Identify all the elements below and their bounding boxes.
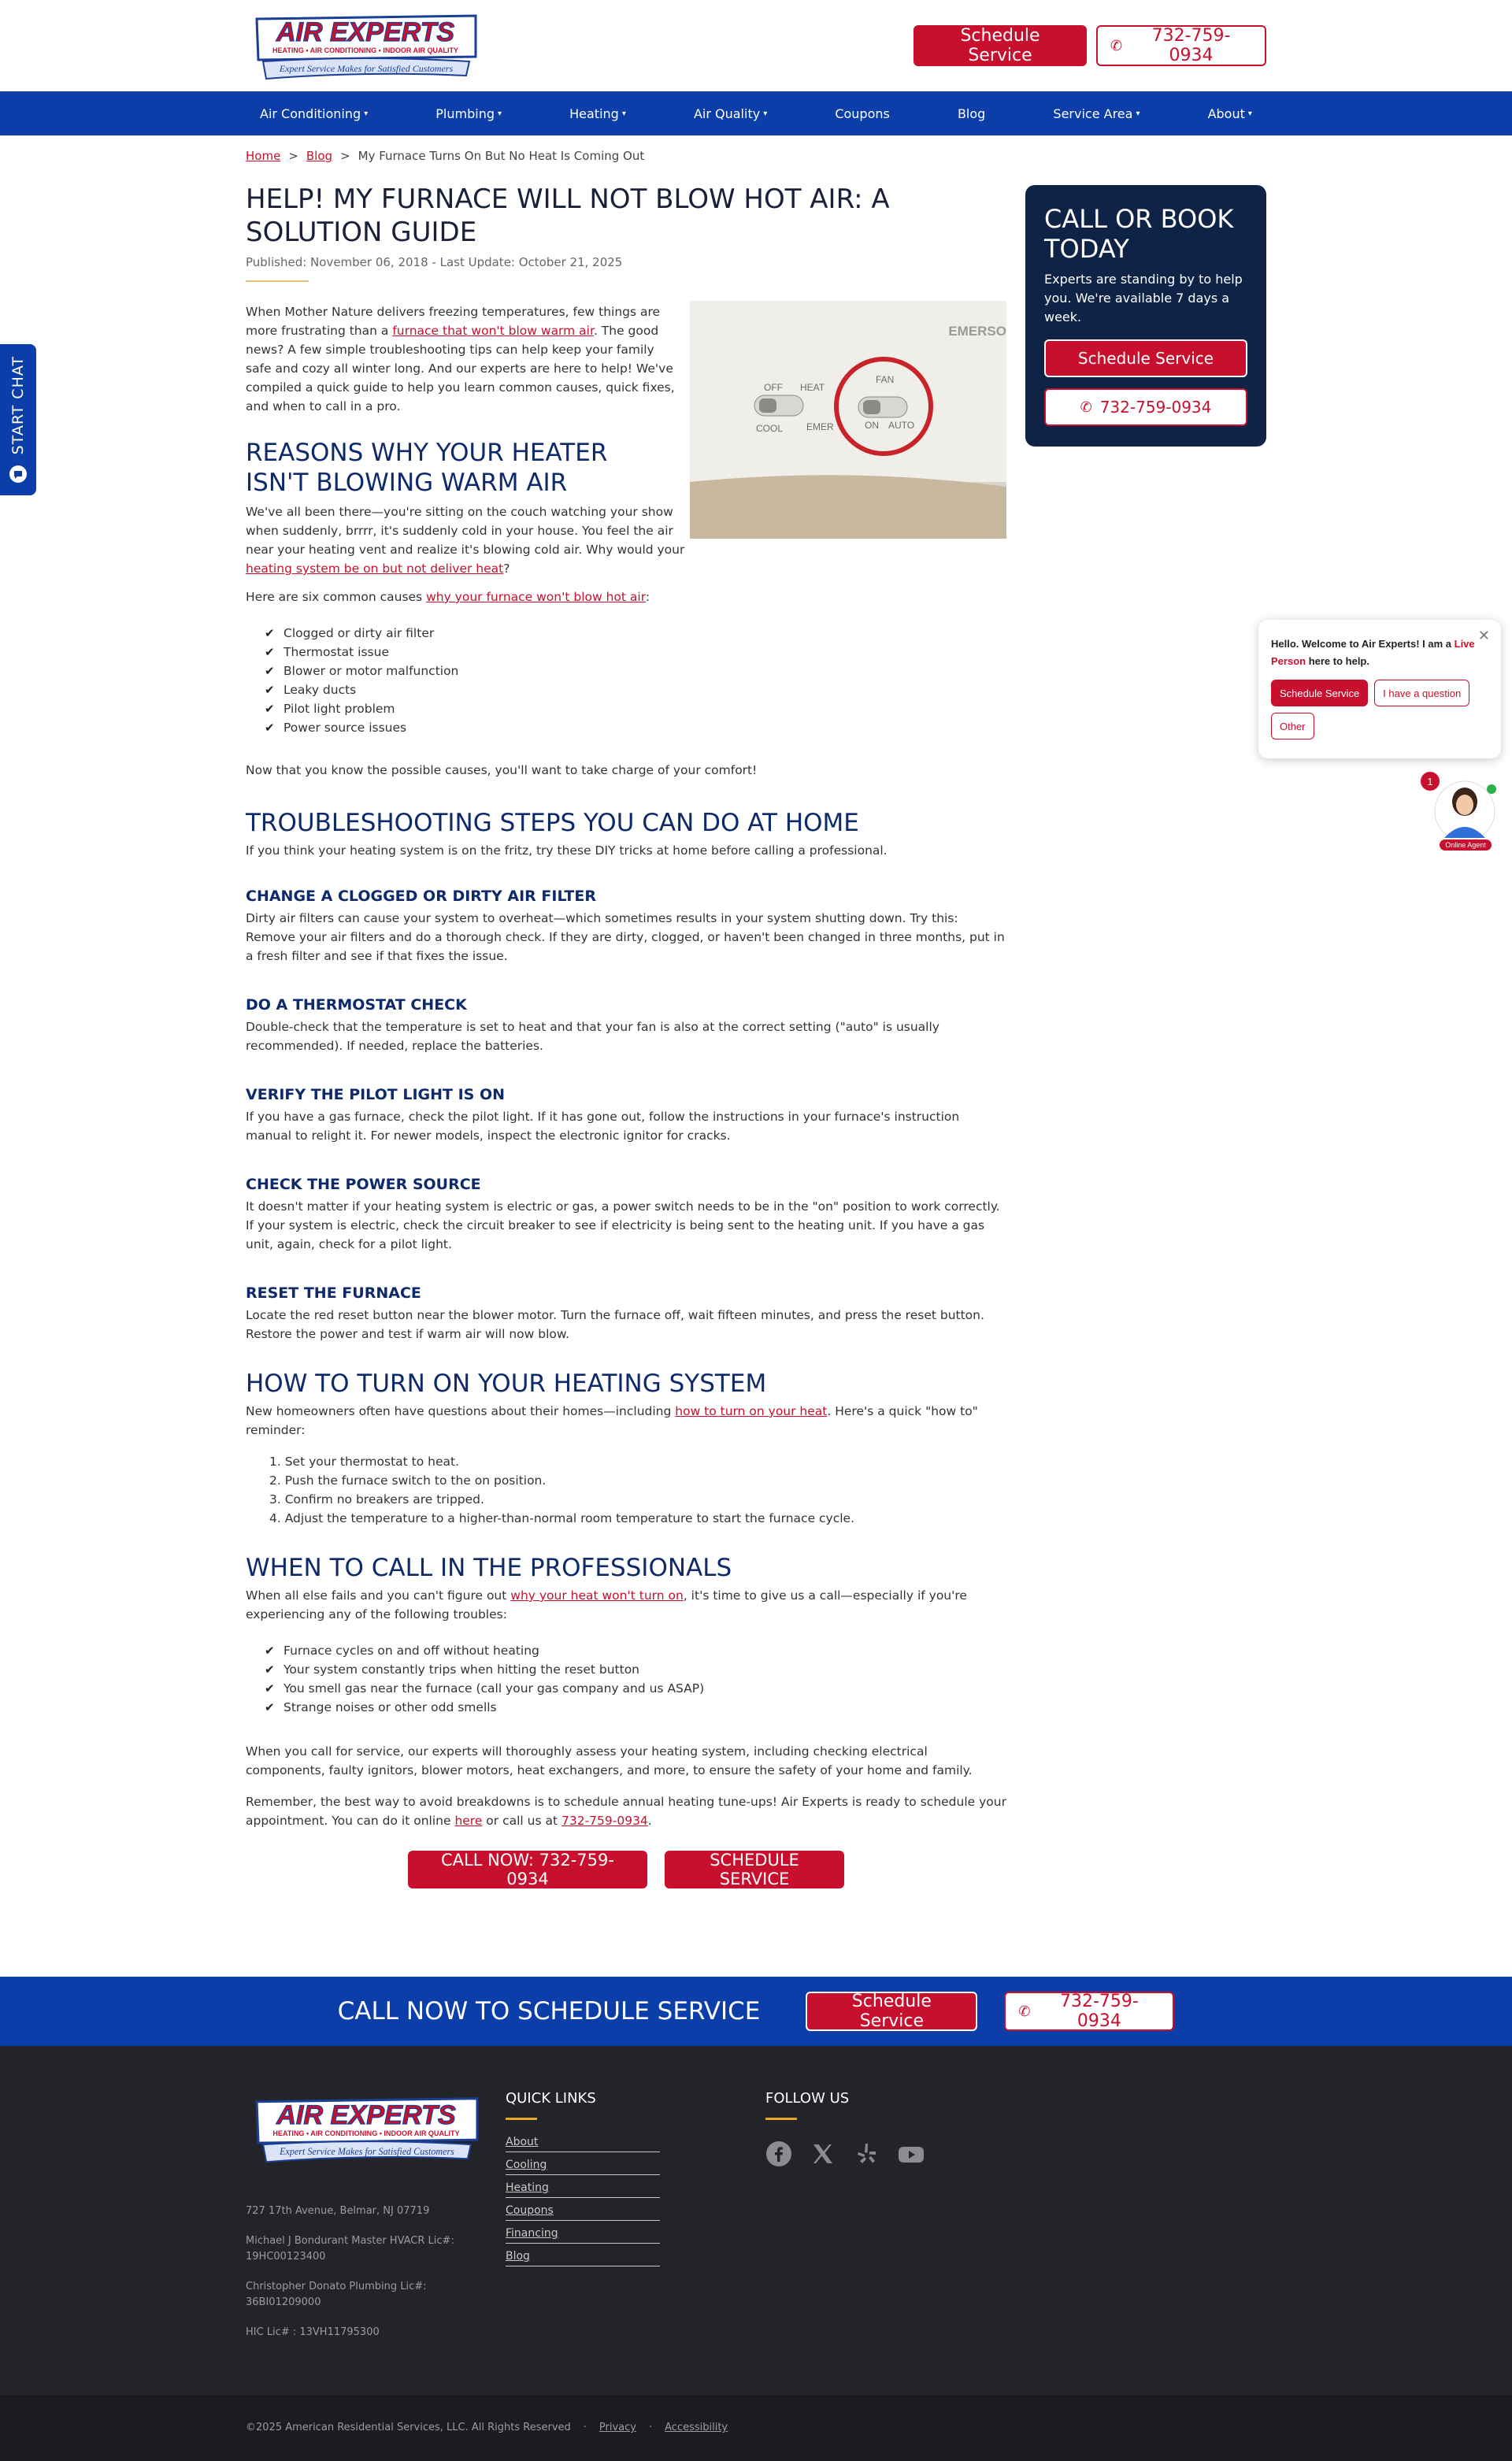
tune-up-paragraph [246, 1792, 1006, 1830]
logo-tagline: HEATING • AIR CONDITIONING • INDOOR AIR QUALITY [272, 46, 458, 54]
causes-text: : [645, 590, 650, 604]
cause-item-text: Clogged or dirty air filter [284, 626, 435, 640]
footer-logo[interactable] [254, 2095, 480, 2166]
chat-message-highlight: Live Person [1271, 638, 1475, 667]
causes-text: Here are six common causes [246, 590, 427, 604]
step-heading: CHANGE A CLOGGED OR DIRTY AIR FILTER [246, 888, 596, 905]
footer-link-heating[interactable]: Heating [506, 2175, 660, 2198]
start-chat-tab[interactable] [0, 344, 36, 495]
chat-bubble-icon [9, 465, 28, 484]
sidebar-title: CALL OR BOOK TODAY [1044, 204, 1234, 264]
logo-brand-text: AIR EXPERTS [276, 17, 455, 47]
professionals-paragraph [246, 1586, 1006, 1624]
footer-logo-brand: AIR EXPERTS [276, 2100, 456, 2130]
caret-down-icon: ▾ [763, 109, 768, 118]
quick-links-title: QUICK LINKS [506, 2090, 596, 2107]
main-nav-items [244, 106, 1268, 121]
footer-hvac-license: Michael J Bondurant Master HVACR Lic#: 19HC00123400 [246, 2235, 454, 2263]
footer-plumbing-license: Christopher Donato Plumbing Lic#: 36BI01209000 [246, 2281, 427, 2308]
switch-emer-label: EMER [806, 421, 834, 432]
intro-paragraph [246, 302, 679, 416]
checkmark-icon: ✔ [265, 645, 275, 659]
caret-down-icon: ▾ [498, 109, 502, 118]
footer-link-financing[interactable]: Financing [506, 2221, 660, 2244]
section-heading-turn-on: HOW TO TURN ON YOUR HEATING SYSTEM [246, 1369, 767, 1398]
checkmark-icon: ✔ [265, 1662, 275, 1677]
turn-on-steps-list [269, 1452, 1006, 1528]
cause-item-text: Thermostat issue [284, 645, 389, 659]
trouble-item-text: Your system constantly trips when hitting the reset button [284, 1662, 640, 1677]
cta-band-schedule-button[interactable]: Schedule Service [806, 1992, 977, 2031]
legal-separator: · [583, 2422, 587, 2433]
article-cta-row [246, 1851, 1006, 1888]
switch-heat-label: HEAT [800, 382, 825, 393]
turn-on-step: 1. Set your thermostat to heat. [269, 1455, 459, 1469]
fan-label: FAN [876, 374, 895, 385]
intro-text: When Mother Nature delivers freezing temperatures, few things are more frustrating than a [246, 305, 661, 338]
youtube-icon[interactable] [898, 2140, 925, 2167]
nav-item-label: Air Conditioning [260, 106, 361, 121]
quick-links-rule [506, 2118, 537, 2120]
breadcrumb-current: My Furnace Turns On But No Heat Is Coming Out [358, 149, 645, 163]
breadcrumb-blog-link[interactable]: Blog [306, 149, 333, 163]
checkmark-icon: ✔ [265, 664, 275, 678]
after-causes-paragraph: Now that you know the possible causes, you'll want to take charge of your comfort! [246, 763, 758, 777]
trouble-item [265, 1641, 1006, 1660]
sidebar-phone-button[interactable] [1044, 388, 1247, 426]
chat-welcome-popup [1258, 620, 1501, 758]
switch-off-label: OFF [764, 382, 783, 393]
checkmark-icon: ✔ [265, 721, 275, 735]
switch-cool-label: COOL [756, 423, 784, 434]
facebook-icon[interactable] [765, 2140, 792, 2167]
footer-legal [246, 2420, 728, 2436]
nav-item-label: Blog [957, 106, 986, 121]
troubles-list [265, 1641, 1006, 1717]
chat-message-text: Hello. Welcome to Air Experts! I am a [1271, 638, 1455, 650]
agent-notification-badge: 1 [1427, 776, 1433, 788]
footer-info [246, 2203, 490, 2341]
header-phone-button[interactable] [1096, 25, 1266, 66]
site-footer [0, 2046, 1512, 2395]
professionals-text: , it's time to give us a call—especially if you're experiencing any of the following troubles: [246, 1588, 967, 1622]
turn-on-step: 4. Adjust the temperature to a higher-than-normal room temperature to start the furnace cycle. [269, 1511, 855, 1525]
causes-link[interactable]: why your furnace won't blow hot air [426, 590, 646, 604]
phone-icon: ✆ [1080, 398, 1092, 416]
professionals-text: When all else fails and you can't figure out [246, 1588, 511, 1603]
trouble-item-text: You smell gas near the furnace (call your gas company and us ASAP) [284, 1681, 705, 1696]
troubleshooting-steps [246, 887, 1006, 1344]
section-heading-troubleshooting: TROUBLESHOOTING STEPS YOU CAN DO AT HOME [246, 809, 859, 837]
breadcrumb-separator: > [340, 149, 350, 163]
checkmark-icon: ✔ [265, 1681, 275, 1696]
reasons-paragraph [246, 502, 687, 578]
legal-separator: · [648, 2422, 653, 2433]
thermostat-brand: EMERSO [948, 324, 1006, 339]
sidebar-text: Experts are standing by to help you. We're available 7 days a week. [1044, 272, 1243, 324]
intro-link[interactable]: furnace that won't blow warm air [392, 324, 594, 338]
professionals-link[interactable]: why your heat won't turn on [510, 1588, 684, 1603]
yelp-icon[interactable] [854, 2140, 880, 2167]
nav-item-service-area[interactable] [1045, 106, 1147, 121]
nav-item-air-conditioning[interactable] [252, 106, 376, 121]
nav-item-label: Air Quality [693, 106, 761, 121]
trouble-item [265, 1660, 1006, 1679]
phone-icon: ✆ [1018, 2003, 1031, 2020]
checkmark-icon: ✔ [265, 1644, 275, 1658]
main-nav [0, 91, 1512, 135]
footer-link-cooling[interactable]: Cooling [506, 2152, 660, 2175]
x-twitter-icon[interactable] [810, 2140, 836, 2167]
chat-welcome-message [1271, 636, 1488, 670]
reasons-link[interactable]: heating system be on but not deliver heat [246, 562, 504, 576]
article-meta: Published: November 06, 2018 - Last Update: October 21, 2025 [246, 255, 623, 269]
fan-on-label: ON [865, 420, 879, 431]
turn-on-link[interactable]: how to turn on your heat [675, 1404, 828, 1418]
cause-item [265, 699, 1006, 718]
fan-auto-label: AUTO [888, 420, 915, 431]
intro-text: . The good news? A few simple troubleshooting tips can help keep your family safe and cozy all winter long. And our experts are here to help! We've compiled a quick guide to help you learn common causes, quick fixes, and when to call in a pro. [246, 324, 675, 413]
footer-hic-license: HIC Lic# : 13VH11795300 [246, 2326, 380, 2338]
nav-item-label: Coupons [835, 106, 890, 121]
call-now-button[interactable]: CALL NOW: 732-759-0934 [408, 1851, 647, 1888]
reasons-text: We've all been there—you're sitting on the couch watching your show when suddenly, brrrr, it's suddenly cold in your house. You feel the air near your heating vent and realize it's blowing cold air. Why would your [246, 505, 685, 557]
chat-option-other[interactable]: Other [1271, 713, 1314, 739]
nav-item-plumbing[interactable] [428, 106, 510, 121]
footer-logo-tagline: HEATING • AIR CONDITIONING • INDOOR AIR QUALITY [272, 2129, 460, 2138]
chat-message-text: here to help. [1306, 655, 1369, 667]
cta-band-title: CALL NOW TO SCHEDULE SERVICE [337, 1997, 761, 2026]
checkmark-icon: ✔ [265, 626, 275, 640]
chat-option-question[interactable]: I have a question [1374, 680, 1469, 706]
turn-on-step: 3. Confirm no breakers are tripped. [269, 1492, 484, 1507]
footer-link-about[interactable]: About [506, 2129, 660, 2152]
accessibility-link[interactable]: Accessibility [665, 2422, 728, 2433]
causes-list [265, 624, 1006, 737]
footer-address: 727 17th Avenue, Belmar, NJ 07719 [246, 2205, 430, 2217]
reasons-text: ? [503, 562, 510, 576]
header-phone-label: 732-759-0934 [1151, 26, 1231, 65]
cause-item [265, 680, 1006, 699]
step-text: Dirty air filters can cause your system to overheat—which sometimes results in your system shutting down. Try this: Remove your air filters and do a thorough check. If they are dirty, clogged, or haven't been changed in three months, put in a fresh filter and see if that fixes the issue. [246, 911, 1005, 963]
trouble-item-text: Strange noises or other odd smells [284, 1700, 497, 1714]
cause-item-text: Pilot light problem [284, 702, 395, 716]
step-heading: DO A THERMOSTAT CHECK [246, 996, 467, 1014]
section-heading-professionals: WHEN TO CALL IN THE PROFESSIONALS [246, 1554, 732, 1582]
service-paragraph: When you call for service, our experts will thoroughly assess your heating system, including checking electrical components, faulty ignitors, blower motors, heat exchangers, and more, to ensure the safety of your home and family. [246, 1744, 973, 1777]
start-chat-label: START CHAT [9, 356, 27, 455]
breadcrumb-separator: > [288, 149, 298, 163]
cause-item-text: Leaky ducts [284, 683, 357, 697]
page-title: HELP! MY FURNACE WILL NOT BLOW HOT AIR: A SOLUTION GUIDE [246, 183, 890, 248]
footer-link-blog[interactable]: Blog [506, 2244, 660, 2266]
nav-item-label: Service Area [1053, 106, 1133, 121]
nav-item-blog[interactable] [950, 106, 993, 121]
social-links [765, 2140, 925, 2167]
header-schedule-button[interactable]: Schedule Service [914, 25, 1087, 66]
cta-band-phone-label: 732-759-0934 [1059, 1992, 1139, 2031]
caret-down-icon: ▾ [621, 109, 626, 118]
header-actions [914, 25, 1266, 66]
turn-on-text: New homeowners often have questions about their homes—including [246, 1404, 676, 1418]
cause-item-text: Power source issues [284, 721, 407, 735]
schedule-online-link[interactable]: here [454, 1814, 483, 1828]
nav-item-about[interactable] [1200, 106, 1260, 121]
step-text: Locate the red reset button near the blower motor. Turn the furnace off, wait fifteen minutes, and press the reset button. Restore the power and test if warm air will now blow. [246, 1308, 984, 1341]
copyright-text: ©2025 American Residential Services, LLC. All Rights Reserved [246, 2422, 571, 2433]
tune-up-text: . [647, 1814, 652, 1828]
nav-item-heating[interactable] [561, 106, 634, 121]
call-phone-link[interactable]: 732-759-0934 [561, 1814, 648, 1828]
cause-item [265, 643, 1006, 662]
turn-on-paragraph [246, 1402, 1006, 1440]
breadcrumb-home-link[interactable]: Home [246, 149, 281, 163]
online-agent-label: Online Agent [1445, 841, 1486, 849]
step-text: It doesn't matter if your heating system is electric or gas, a power switch needs to be in the "on" position to work correctly. If your system is electric, check the circuit breaker to see if electricity is being sent to the heating unit. If you have a gas unit, again, check for a pilot light. [246, 1199, 1000, 1251]
trouble-item [265, 1679, 1006, 1698]
turn-on-text: . Here's a quick "how to" reminder: [246, 1404, 978, 1437]
caret-down-icon: ▾ [1136, 109, 1140, 118]
section-heading-reasons: REASONS WHY YOUR HEATER ISN'T BLOWING WARM AIR [246, 439, 608, 497]
step-heading: RESET THE FURNACE [246, 1284, 421, 1302]
online-agent-launcher[interactable] [1416, 770, 1498, 852]
step-heading: VERIFY THE PILOT LIGHT IS ON [246, 1086, 506, 1103]
main-content [246, 146, 1006, 1888]
trouble-item [265, 1698, 1006, 1717]
air-experts-logo[interactable] [254, 13, 479, 82]
footer-bottom-bar [0, 2395, 1512, 2461]
phone-icon: ✆ [1110, 37, 1123, 54]
caret-down-icon: ▾ [1247, 109, 1252, 118]
step-text: Double-check that the temperature is set to heat and that your fan is also at the correct setting ("auto" is usually recommended). If needed, replace the batteries. [246, 1020, 939, 1053]
nav-item-label: Plumbing [435, 106, 495, 121]
nav-item-label: Heating [569, 106, 619, 121]
quick-links-list [506, 2129, 660, 2266]
checkmark-icon: ✔ [265, 1700, 275, 1714]
caret-down-icon: ▾ [364, 109, 369, 118]
follow-us-title: FOLLOW US [765, 2090, 850, 2107]
footer-logo-ribbon: Expert Service Makes for Satisfied Customers [280, 2146, 454, 2158]
tune-up-text: Remember, the best way to avoid breakdowns is to schedule annual heating tune-ups! Air Experts is ready to schedule your appointment. You can do it online [246, 1795, 1006, 1828]
footer-follow [765, 2090, 925, 2167]
nav-item-label: About [1207, 106, 1245, 121]
cause-item [265, 662, 1006, 680]
nav-item-coupons[interactable] [827, 106, 898, 121]
footer-quick-links [506, 2090, 660, 2266]
site-header [0, 0, 1512, 91]
chat-option-schedule[interactable]: Schedule Service [1271, 680, 1368, 706]
nav-item-air-quality[interactable] [686, 106, 775, 121]
cta-band-phone-button[interactable] [1004, 1992, 1174, 2031]
call-or-book-card [1025, 185, 1266, 447]
sidebar-phone-label: 732-759-0934 [1099, 398, 1212, 417]
meta-divider [246, 280, 309, 282]
cause-item-text: Blower or motor malfunction [284, 664, 459, 678]
step-heading: CHECK THE POWER SOURCE [246, 1176, 481, 1193]
follow-us-rule [765, 2118, 797, 2120]
privacy-link[interactable]: Privacy [598, 2422, 636, 2433]
close-icon[interactable]: ✕ [1477, 628, 1490, 643]
trouble-item-text: Furnace cycles on and off without heating [284, 1644, 539, 1658]
checkmark-icon: ✔ [265, 683, 275, 697]
troubleshooting-intro: If you think your heating system is on the fritz, try these DIY tricks at home before calling a professional. [246, 843, 888, 858]
footer-link-coupons[interactable]: Coupons [506, 2198, 660, 2221]
bottom-cta-band [0, 1977, 1512, 2046]
logo-ribbon-text: Expert Service Makes for Satisfied Customers [279, 63, 454, 74]
causes-intro [246, 587, 1006, 606]
checkmark-icon: ✔ [265, 702, 275, 716]
breadcrumb [246, 146, 1006, 165]
schedule-service-button[interactable]: SCHEDULE SERVICE [665, 1851, 844, 1888]
cause-item [265, 718, 1006, 737]
turn-on-step: 2. Push the furnace switch to the on position. [269, 1473, 547, 1488]
cause-item [265, 624, 1006, 643]
thermostat-image [690, 301, 1006, 539]
chat-options [1271, 680, 1488, 739]
sidebar-schedule-button[interactable]: Schedule Service [1044, 339, 1247, 377]
tune-up-text: or call us at [482, 1814, 561, 1828]
step-text: If you have a gas furnace, check the pilot light. If it has gone out, follow the instructions in your furnace's instruction manual to relight it. For newer models, inspect the electronic ignitor for cracks. [246, 1110, 960, 1143]
